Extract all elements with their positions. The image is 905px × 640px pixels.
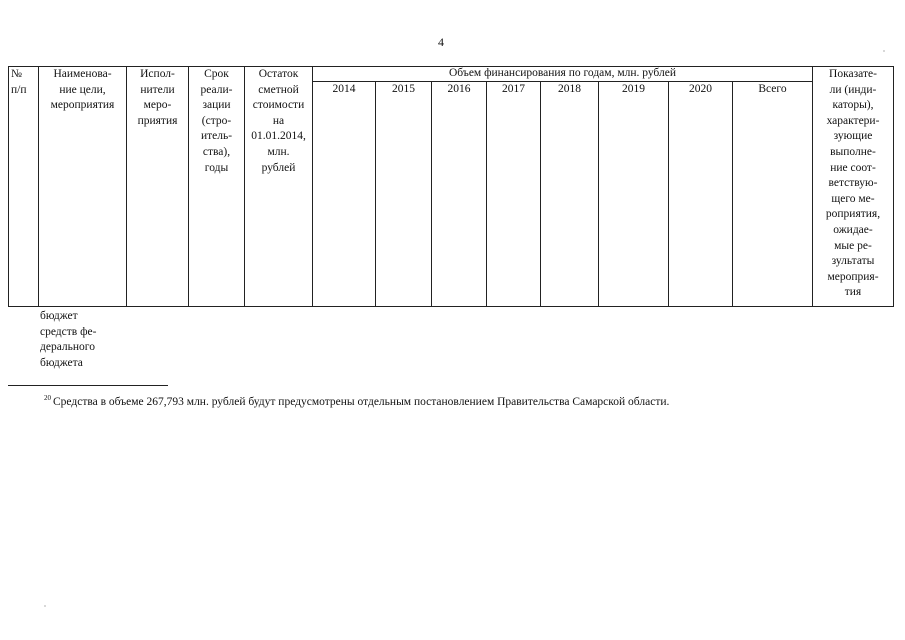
scan-speck <box>44 605 46 607</box>
header-year-2018: 2018 <box>541 82 599 307</box>
header-name: Наименова- ние цели, мероприятия <box>39 67 127 307</box>
continuation-text: бюджет средств фе- дерального бюджета <box>40 310 97 369</box>
header-year-2019: 2019 <box>599 82 669 307</box>
scan-speck <box>883 50 885 52</box>
header-year-2017: 2017 <box>487 82 541 307</box>
header-year-2014: 2014 <box>313 82 376 307</box>
financing-table <box>8 66 894 307</box>
header-financing-group: Объем финансирования по годам, млн. рублей <box>313 67 813 82</box>
header-year-2016: 2016 <box>432 82 487 307</box>
footnote-text: Средства в объеме 267,793 млн. рублей будут предусмотрены отдельным постановлением Правительства Самарской области. <box>53 395 670 408</box>
footnote <box>44 391 864 410</box>
header-year-2020: 2020 <box>669 82 733 307</box>
header-total: Всего <box>733 82 813 307</box>
header-indicators: Показате- ли (инди- каторы), характери- зующие выполне- ние соот- ветствую- щего ме- роприятия, ожидае- мые ре- зультаты мероприя- тия <box>813 67 894 307</box>
footnote-marker: 20 <box>44 394 51 402</box>
header-number: № п/п <box>9 67 39 307</box>
header-year-2015: 2015 <box>376 82 432 307</box>
header-remaining-cost: Остаток сметной стоимости на 01.01.2014, млн. рублей <box>245 67 313 307</box>
footnote-divider <box>8 385 168 386</box>
page-number: 4 <box>438 35 444 49</box>
header-executors: Испол- нители меро- приятия <box>127 67 189 307</box>
header-term: Срок реали- зации (стро- итель- ства), годы <box>189 67 245 307</box>
